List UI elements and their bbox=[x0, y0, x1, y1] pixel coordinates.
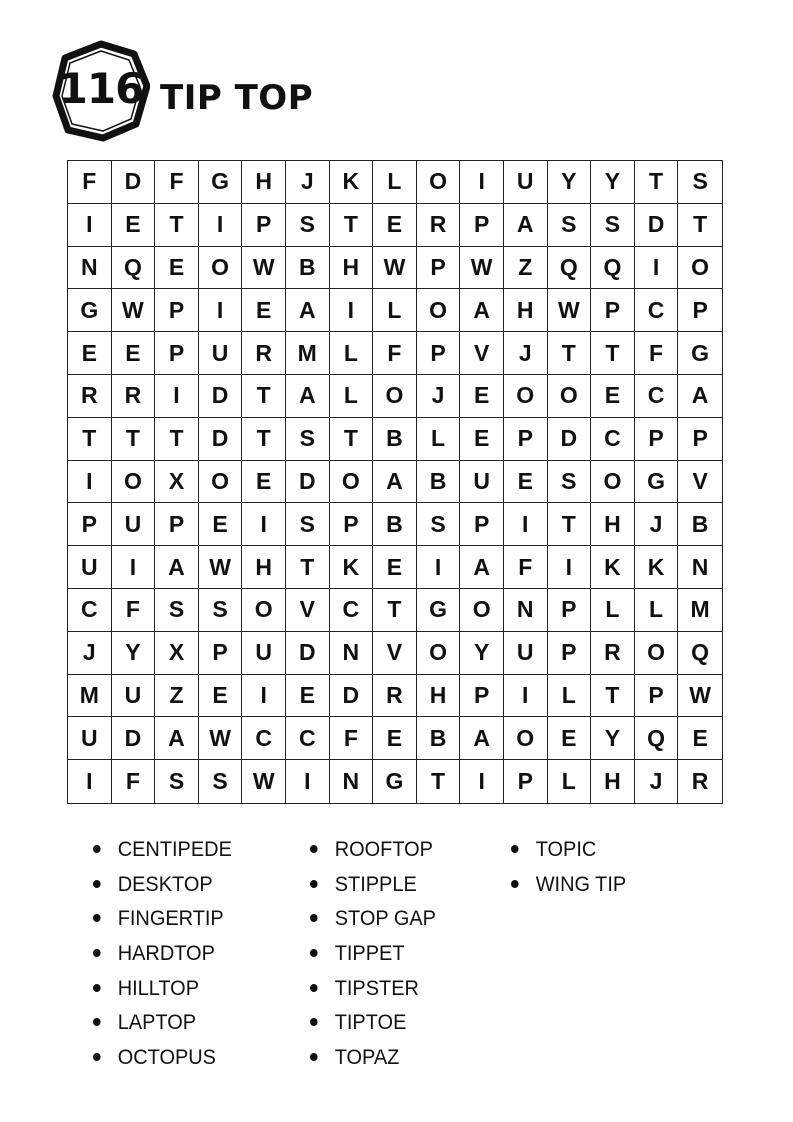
grid-cell[interactable]: I bbox=[330, 289, 374, 332]
word-label: STIPPLE bbox=[334, 872, 417, 896]
grid-cell[interactable]: T bbox=[635, 161, 679, 204]
grid-cell[interactable]: A bbox=[678, 375, 722, 418]
grid-cell[interactable]: I bbox=[68, 204, 112, 247]
grid-cell[interactable]: D bbox=[286, 632, 330, 675]
word-label: CENTIPEDE bbox=[117, 838, 232, 861]
grid-cell[interactable]: T bbox=[373, 589, 417, 632]
grid-cell[interactable]: N bbox=[330, 632, 374, 675]
bullet-icon bbox=[93, 845, 101, 853]
word-list-item bbox=[93, 1044, 232, 1079]
grid-cell[interactable]: E bbox=[591, 375, 635, 418]
word-list-item bbox=[93, 1009, 232, 1044]
word-label: OCTOPUS bbox=[117, 1046, 216, 1070]
grid-cell[interactable]: P bbox=[504, 418, 548, 461]
grid-cell[interactable]: Y bbox=[591, 717, 635, 760]
word-column bbox=[93, 836, 239, 1079]
word-label: WING TIP bbox=[535, 872, 627, 896]
grid-cell[interactable]: I bbox=[155, 375, 199, 418]
grid-cell[interactable]: B bbox=[417, 461, 461, 504]
grid-cell[interactable]: P bbox=[155, 289, 199, 332]
bullet-icon bbox=[310, 880, 318, 888]
grid-cell[interactable]: W bbox=[242, 247, 286, 290]
grid-cell[interactable]: O bbox=[199, 461, 243, 504]
grid-cell[interactable]: G bbox=[373, 760, 417, 803]
grid-cell[interactable]: I bbox=[112, 546, 156, 589]
word-label: TIPPET bbox=[334, 942, 405, 966]
word-label: TIPSTER bbox=[334, 976, 419, 1000]
word-list-item bbox=[511, 836, 626, 871]
grid-cell[interactable]: H bbox=[242, 546, 286, 589]
grid-cell[interactable]: E bbox=[242, 461, 286, 504]
grid-cell[interactable]: I bbox=[548, 546, 592, 589]
grid-cell[interactable]: P bbox=[460, 675, 504, 718]
grid-cell[interactable]: C bbox=[242, 717, 286, 760]
word-label: TIPTOE bbox=[334, 1011, 407, 1035]
grid-cell[interactable]: T bbox=[286, 546, 330, 589]
grid-cell[interactable]: E bbox=[548, 717, 592, 760]
grid-cell[interactable]: I bbox=[417, 546, 461, 589]
grid-cell[interactable]: B bbox=[373, 503, 417, 546]
grid-cell[interactable]: P bbox=[460, 503, 504, 546]
grid-cell[interactable]: W bbox=[112, 289, 156, 332]
grid-cell[interactable]: N bbox=[504, 589, 548, 632]
grid-cell[interactable]: O bbox=[460, 589, 504, 632]
grid-cell[interactable]: J bbox=[504, 332, 548, 375]
grid-cell[interactable]: Q bbox=[548, 247, 592, 290]
grid-cell[interactable]: P bbox=[417, 247, 461, 290]
grid-cell[interactable]: I bbox=[199, 204, 243, 247]
bullet-icon bbox=[93, 984, 101, 992]
word-list-item bbox=[93, 836, 232, 871]
word-label: HARDTOP bbox=[117, 942, 215, 966]
grid-cell[interactable]: A bbox=[460, 546, 504, 589]
grid-cell[interactable]: G bbox=[199, 161, 243, 204]
grid-cell[interactable]: E bbox=[199, 675, 243, 718]
word-list-item bbox=[310, 1009, 436, 1044]
grid-cell[interactable]: S bbox=[286, 204, 330, 247]
grid-cell[interactable]: E bbox=[460, 418, 504, 461]
grid-cell[interactable]: P bbox=[591, 289, 635, 332]
grid-cell[interactable]: Q bbox=[591, 247, 635, 290]
grid-cell[interactable]: E bbox=[460, 375, 504, 418]
grid-cell[interactable]: W bbox=[678, 675, 722, 718]
grid-cell[interactable]: U bbox=[68, 717, 112, 760]
grid-cell[interactable]: Q bbox=[635, 717, 679, 760]
grid-cell[interactable]: F bbox=[635, 332, 679, 375]
grid-cell[interactable]: P bbox=[417, 332, 461, 375]
grid-cell[interactable]: G bbox=[417, 589, 461, 632]
grid-cell[interactable]: T bbox=[155, 418, 199, 461]
grid-cell[interactable]: I bbox=[286, 760, 330, 803]
bullet-icon bbox=[310, 845, 318, 853]
grid-cell[interactable]: U bbox=[460, 461, 504, 504]
word-label: DESKTOP bbox=[117, 872, 213, 896]
grid-cell[interactable]: A bbox=[460, 289, 504, 332]
word-label: LAPTOP bbox=[117, 1011, 197, 1035]
grid-cell[interactable]: B bbox=[678, 503, 722, 546]
bullet-icon bbox=[93, 880, 101, 888]
grid-cell[interactable]: E bbox=[373, 546, 417, 589]
grid-cell[interactable]: B bbox=[286, 247, 330, 290]
grid-cell[interactable]: E bbox=[112, 204, 156, 247]
grid-cell[interactable]: I bbox=[68, 461, 112, 504]
grid-cell[interactable]: I bbox=[199, 289, 243, 332]
grid-cell[interactable]: K bbox=[635, 546, 679, 589]
grid-cell[interactable]: H bbox=[242, 161, 286, 204]
grid-cell[interactable]: D bbox=[112, 161, 156, 204]
grid-cell[interactable]: I bbox=[504, 503, 548, 546]
grid-cell[interactable]: L bbox=[591, 589, 635, 632]
grid-cell[interactable]: H bbox=[591, 760, 635, 803]
grid-cell[interactable]: L bbox=[373, 289, 417, 332]
grid-cell[interactable]: I bbox=[68, 760, 112, 803]
grid-cell[interactable]: X bbox=[155, 461, 199, 504]
bullet-icon bbox=[310, 984, 318, 992]
grid-cell[interactable]: S bbox=[155, 589, 199, 632]
word-list-item bbox=[310, 871, 436, 906]
grid-cell[interactable]: S bbox=[548, 461, 592, 504]
grid-cell[interactable]: U bbox=[242, 632, 286, 675]
grid-cell[interactable]: K bbox=[330, 161, 374, 204]
grid-cell[interactable]: K bbox=[330, 546, 374, 589]
grid-cell[interactable]: U bbox=[112, 503, 156, 546]
puzzle-title: TIP TOP bbox=[160, 78, 314, 118]
grid-cell[interactable]: O bbox=[417, 289, 461, 332]
grid-cell[interactable]: S bbox=[155, 760, 199, 803]
grid-cell[interactable]: W bbox=[242, 760, 286, 803]
grid-cell[interactable]: G bbox=[635, 461, 679, 504]
grid-cell[interactable]: M bbox=[68, 675, 112, 718]
grid-cell[interactable]: F bbox=[112, 589, 156, 632]
grid-cell[interactable]: P bbox=[635, 418, 679, 461]
grid-cell[interactable]: D bbox=[330, 675, 374, 718]
grid-cell[interactable]: V bbox=[678, 461, 722, 504]
grid-cell[interactable]: D bbox=[548, 418, 592, 461]
bullet-icon bbox=[93, 1053, 101, 1061]
grid-cell[interactable]: E bbox=[504, 461, 548, 504]
puzzle-number-badge bbox=[52, 40, 150, 142]
bullet-icon bbox=[93, 949, 101, 957]
grid-cell[interactable]: A bbox=[460, 717, 504, 760]
word-list-item bbox=[93, 940, 232, 975]
word-column bbox=[511, 836, 632, 905]
grid-cell[interactable]: O bbox=[417, 632, 461, 675]
grid-cell[interactable]: U bbox=[504, 161, 548, 204]
grid-cell[interactable]: T bbox=[155, 204, 199, 247]
grid-cell[interactable]: Y bbox=[460, 632, 504, 675]
word-label: STOP GAP bbox=[334, 907, 436, 931]
grid-cell[interactable]: M bbox=[286, 332, 330, 375]
grid-cell[interactable]: D bbox=[112, 717, 156, 760]
grid-cell[interactable]: T bbox=[242, 418, 286, 461]
grid-cell[interactable]: Y bbox=[548, 161, 592, 204]
grid-cell[interactable]: I bbox=[242, 503, 286, 546]
grid-cell[interactable]: I bbox=[460, 760, 504, 803]
grid-cell[interactable]: D bbox=[635, 204, 679, 247]
grid-cell[interactable]: R bbox=[417, 204, 461, 247]
word-label: TOPIC bbox=[535, 838, 597, 861]
bullet-icon bbox=[310, 914, 318, 922]
grid-cell[interactable]: D bbox=[199, 375, 243, 418]
grid-cell[interactable]: H bbox=[591, 503, 635, 546]
grid-cell[interactable]: T bbox=[591, 332, 635, 375]
grid-cell[interactable]: G bbox=[68, 289, 112, 332]
grid-cell[interactable]: L bbox=[373, 161, 417, 204]
word-label: ROOFTOP bbox=[334, 838, 433, 861]
grid-cell[interactable]: I bbox=[242, 675, 286, 718]
word-list-item bbox=[93, 905, 232, 940]
grid-cell[interactable]: R bbox=[112, 375, 156, 418]
grid-cell[interactable]: P bbox=[155, 332, 199, 375]
grid-cell[interactable]: W bbox=[199, 717, 243, 760]
grid-cell[interactable]: O bbox=[373, 375, 417, 418]
grid-cell[interactable]: P bbox=[68, 503, 112, 546]
grid-cell[interactable]: J bbox=[286, 161, 330, 204]
grid-cell[interactable]: L bbox=[417, 418, 461, 461]
word-list-item bbox=[310, 1044, 436, 1079]
grid-cell[interactable]: X bbox=[155, 632, 199, 675]
grid-cell[interactable]: R bbox=[242, 332, 286, 375]
grid-cell[interactable]: S bbox=[548, 204, 592, 247]
grid-cell[interactable]: E bbox=[155, 247, 199, 290]
grid-cell[interactable]: A bbox=[286, 289, 330, 332]
grid-cell[interactable]: N bbox=[678, 546, 722, 589]
grid-cell[interactable]: J bbox=[417, 375, 461, 418]
grid-cell[interactable]: S bbox=[199, 760, 243, 803]
grid-cell[interactable]: E bbox=[242, 289, 286, 332]
grid-cell[interactable]: T bbox=[330, 418, 374, 461]
grid-cell[interactable]: I bbox=[504, 675, 548, 718]
word-label: HILLTOP bbox=[117, 976, 200, 1000]
grid-cell[interactable]: V bbox=[460, 332, 504, 375]
grid-cell[interactable]: Q bbox=[112, 247, 156, 290]
grid-cell[interactable]: T bbox=[417, 760, 461, 803]
grid-cell[interactable]: C bbox=[286, 717, 330, 760]
grid-cell[interactable]: L bbox=[330, 375, 374, 418]
grid-cell[interactable]: H bbox=[504, 289, 548, 332]
word-list-item bbox=[310, 905, 436, 940]
grid-cell[interactable]: P bbox=[242, 204, 286, 247]
grid-cell[interactable]: L bbox=[548, 675, 592, 718]
grid-cell[interactable]: F bbox=[68, 161, 112, 204]
grid-cell[interactable]: A bbox=[504, 204, 548, 247]
grid-cell[interactable]: W bbox=[460, 247, 504, 290]
grid-cell[interactable]: T bbox=[68, 418, 112, 461]
grid-cell[interactable]: B bbox=[417, 717, 461, 760]
grid-cell[interactable]: E bbox=[678, 717, 722, 760]
grid-cell[interactable]: E bbox=[373, 204, 417, 247]
grid-cell[interactable]: M bbox=[678, 589, 722, 632]
grid-cell[interactable]: A bbox=[286, 375, 330, 418]
grid-cell[interactable]: O bbox=[591, 461, 635, 504]
grid-cell[interactable]: O bbox=[504, 717, 548, 760]
grid-cell[interactable]: S bbox=[417, 503, 461, 546]
grid-cell[interactable]: S bbox=[591, 204, 635, 247]
grid-cell[interactable]: D bbox=[286, 461, 330, 504]
grid-cell[interactable]: A bbox=[155, 717, 199, 760]
grid-cell[interactable]: P bbox=[330, 503, 374, 546]
grid-cell[interactable]: P bbox=[548, 632, 592, 675]
grid-cell[interactable]: H bbox=[330, 247, 374, 290]
grid-cell[interactable]: U bbox=[199, 332, 243, 375]
grid-cell[interactable]: F bbox=[330, 717, 374, 760]
grid-cell[interactable]: T bbox=[330, 204, 374, 247]
grid-cell[interactable]: Z bbox=[155, 675, 199, 718]
grid-cell[interactable]: W bbox=[548, 289, 592, 332]
grid-cell[interactable]: C bbox=[635, 289, 679, 332]
grid-cell[interactable]: V bbox=[286, 589, 330, 632]
word-list-item bbox=[511, 871, 626, 906]
grid-cell[interactable]: P bbox=[460, 204, 504, 247]
grid-cell[interactable]: F bbox=[112, 760, 156, 803]
word-list-item bbox=[93, 871, 232, 906]
grid-cell[interactable]: E bbox=[68, 332, 112, 375]
grid-cell[interactable]: T bbox=[591, 675, 635, 718]
grid-cell[interactable]: A bbox=[373, 461, 417, 504]
word-list-item bbox=[310, 975, 436, 1010]
grid-cell[interactable]: P bbox=[678, 418, 722, 461]
grid-cell[interactable]: O bbox=[242, 589, 286, 632]
grid-cell[interactable]: O bbox=[330, 461, 374, 504]
grid-cell[interactable]: C bbox=[68, 589, 112, 632]
grid-cell[interactable]: N bbox=[330, 760, 374, 803]
grid-cell[interactable]: U bbox=[112, 675, 156, 718]
grid-cell[interactable]: I bbox=[635, 247, 679, 290]
grid-cell[interactable]: V bbox=[373, 632, 417, 675]
grid-cell[interactable]: U bbox=[504, 632, 548, 675]
grid-cell[interactable]: R bbox=[691, 768, 709, 795]
grid-cell[interactable]: P bbox=[155, 503, 199, 546]
grid-cell[interactable]: W bbox=[199, 546, 243, 589]
grid-cell[interactable]: R bbox=[591, 632, 635, 675]
grid-cell[interactable]: T bbox=[678, 204, 722, 247]
grid-cell[interactable]: D bbox=[199, 418, 243, 461]
grid-cell[interactable]: F bbox=[504, 546, 548, 589]
grid-cell[interactable]: P bbox=[504, 760, 548, 803]
grid-cell[interactable]: O bbox=[504, 375, 548, 418]
grid-cell[interactable]: P bbox=[199, 632, 243, 675]
grid-cell[interactable]: O bbox=[112, 461, 156, 504]
grid-cell[interactable]: S bbox=[678, 161, 722, 204]
grid-cell[interactable]: Z bbox=[504, 247, 548, 290]
grid-cell[interactable]: O bbox=[635, 632, 679, 675]
bullet-icon bbox=[93, 1018, 101, 1026]
bullet-icon bbox=[310, 1053, 318, 1061]
grid-cell[interactable]: U bbox=[68, 546, 112, 589]
grid-cell[interactable]: O bbox=[548, 375, 592, 418]
grid-cell[interactable]: C bbox=[591, 418, 635, 461]
grid-cell[interactable]: T bbox=[548, 503, 592, 546]
grid-cell[interactable]: P bbox=[678, 289, 722, 332]
grid-cell[interactable]: K bbox=[591, 546, 635, 589]
bullet-icon bbox=[310, 1018, 318, 1026]
word-list-item bbox=[310, 836, 436, 871]
grid-cell[interactable]: F bbox=[155, 161, 199, 204]
grid-cell[interactable]: R bbox=[373, 675, 417, 718]
grid-cell[interactable]: E bbox=[373, 717, 417, 760]
grid-cell[interactable]: Y bbox=[112, 632, 156, 675]
word-label: TOPAZ bbox=[334, 1046, 400, 1070]
grid-cell[interactable]: J bbox=[635, 760, 679, 803]
grid-cell[interactable]: S bbox=[286, 418, 330, 461]
grid-cell[interactable]: L bbox=[330, 332, 374, 375]
grid-cell[interactable]: T bbox=[548, 332, 592, 375]
grid-cell[interactable]: O bbox=[417, 161, 461, 204]
grid-cell[interactable]: J bbox=[68, 632, 112, 675]
word-label: FINGERTIP bbox=[117, 907, 224, 931]
grid-cell[interactable]: T bbox=[112, 418, 156, 461]
grid-cell[interactable]: E bbox=[112, 332, 156, 375]
grid-cell[interactable]: P bbox=[635, 675, 679, 718]
grid-cell[interactable]: L bbox=[548, 760, 592, 803]
grid-cell[interactable]: J bbox=[635, 503, 679, 546]
grid-cell[interactable]: H bbox=[417, 675, 461, 718]
grid-cell[interactable]: F bbox=[373, 332, 417, 375]
grid-cell[interactable]: P bbox=[548, 589, 592, 632]
word-list-item bbox=[310, 940, 436, 975]
grid-cell[interactable]: Y bbox=[591, 161, 635, 204]
puzzle-number: 116 bbox=[58, 64, 144, 113]
grid-cell[interactable]: C bbox=[330, 589, 374, 632]
grid-cell[interactable]: S bbox=[286, 503, 330, 546]
grid-cell[interactable]: I bbox=[460, 161, 504, 204]
grid-cell[interactable]: T bbox=[242, 375, 286, 418]
bullet-icon bbox=[93, 914, 101, 922]
bullet-icon bbox=[511, 845, 519, 853]
grid-cell[interactable]: E bbox=[199, 503, 243, 546]
grid-cell[interactable]: S bbox=[199, 589, 243, 632]
grid-cell[interactable]: A bbox=[155, 546, 199, 589]
grid-cell[interactable]: N bbox=[68, 247, 112, 290]
grid-cell[interactable]: C bbox=[635, 375, 679, 418]
grid-cell[interactable]: W bbox=[373, 247, 417, 290]
grid-cell[interactable]: E bbox=[286, 675, 330, 718]
word-list-item bbox=[93, 975, 232, 1010]
bullet-icon bbox=[310, 949, 318, 957]
word-column bbox=[310, 836, 443, 1079]
grid-cell[interactable]: G bbox=[678, 332, 722, 375]
grid-cell[interactable]: Q bbox=[678, 632, 722, 675]
grid-cell[interactable]: O bbox=[678, 247, 722, 290]
grid-cell[interactable]: O bbox=[199, 247, 243, 290]
grid-cell[interactable]: B bbox=[373, 418, 417, 461]
word-search-grid bbox=[67, 160, 723, 804]
grid-cell[interactable]: L bbox=[635, 589, 679, 632]
grid-cell[interactable]: R bbox=[68, 375, 112, 418]
bullet-icon bbox=[511, 880, 519, 888]
